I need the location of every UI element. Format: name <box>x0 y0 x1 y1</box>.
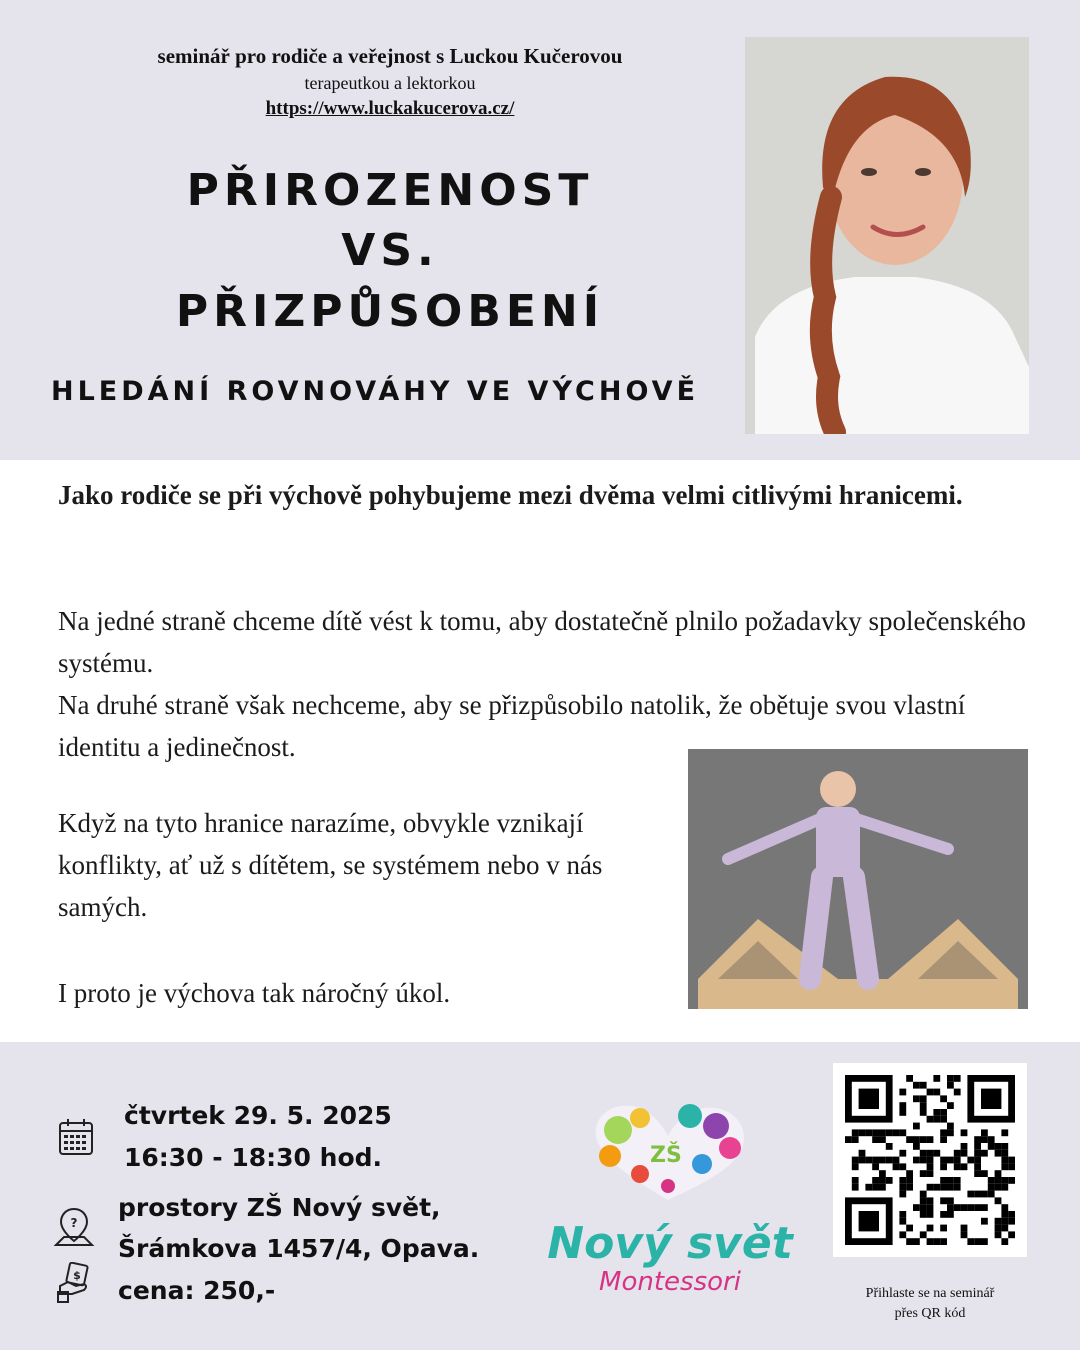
logo-sub: Montessori <box>599 1267 741 1297</box>
money-hand-icon <box>56 1262 94 1304</box>
title-tagline: HLEDÁNÍ ROVNOVÁHY VE VÝCHOVĚ <box>50 376 700 407</box>
qr-caption-line-1: Přihlaste se na seminář <box>865 1286 995 1301</box>
svg-text:$: $ <box>73 1269 81 1282</box>
calendar-icon <box>58 1118 94 1156</box>
seminar-subtitle: seminář pro rodiče a veřejnost s Luckou Kučerovou <box>157 44 623 68</box>
child-photo <box>688 749 1028 1009</box>
venue-line-1: prostory ZŠ Nový svět, <box>118 1193 441 1222</box>
speaker-role: terapeutkou a lektorkou <box>304 73 476 93</box>
intro-paragraph: Jako rodiče se při výchově pohybujeme mezi dvěma velmi citlivými hranicemi. <box>58 480 963 510</box>
venue-line-2: Šrámkova 1457/4, Opava. <box>118 1234 480 1263</box>
qr-caption-line-2: přes QR kód <box>894 1306 966 1321</box>
event-price: cena: 250,- <box>118 1276 276 1305</box>
paragraph-2b: Na druhé straně však nechceme, aby se přizpůsobilo natolik, že obětuje svou vlastní identitu a jedinečnost. <box>58 690 966 762</box>
logo-badge: ZŠ <box>650 1143 682 1168</box>
paragraph-2 <box>58 600 1028 768</box>
title-line-1: PŘIROZENOST <box>186 165 594 216</box>
speaker-portrait <box>745 37 1029 434</box>
event-date: čtvrtek 29. 5. 2025 <box>124 1101 392 1130</box>
paragraph-3: Když na tyto hranice narazíme, obvykle vznikají konflikty, ať už s dítětem, se systémem nebo v nás samých. <box>58 808 603 922</box>
svg-text:?: ? <box>70 1216 78 1230</box>
registration-qr-code[interactable] <box>833 1063 1027 1257</box>
paragraph-4: I proto je výchova tak náročný úkol. <box>58 978 451 1008</box>
title-line-3: PŘIZPŮSOBENÍ <box>175 286 605 337</box>
event-time: 16:30 - 18:30 hod. <box>124 1143 383 1172</box>
website-link[interactable]: https://www.luckakucerova.cz/ <box>265 98 515 119</box>
logo-name: Nový svět <box>547 1218 793 1269</box>
school-logo <box>540 1090 800 1310</box>
paragraph-2a: Na jedné straně chceme dítě vést k tomu, aby dostatečně plnilo požadavky společenského systému. <box>58 606 1026 678</box>
title-line-2: VS. <box>341 225 439 276</box>
location-pin-icon <box>52 1205 96 1249</box>
